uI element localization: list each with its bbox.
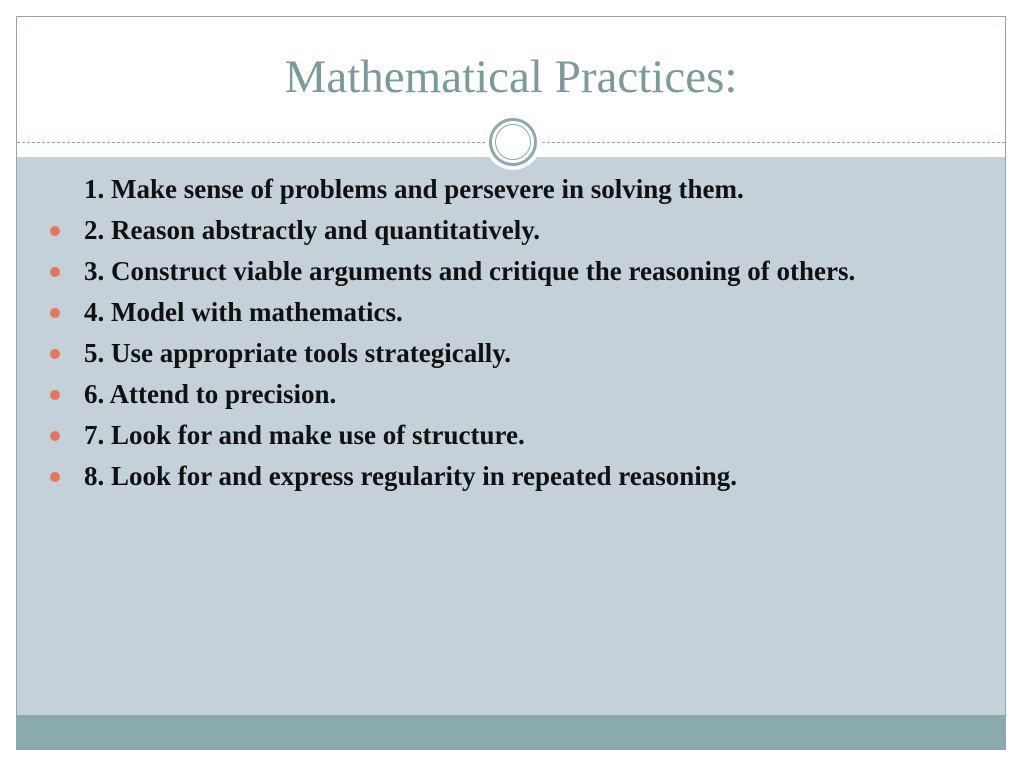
bullet-icon (50, 431, 60, 441)
list-item-text: 7. Look for and make use of structure. (84, 420, 525, 450)
list-item-text: 3. Construct viable arguments and critique the reasoning of others. (84, 256, 856, 286)
list-item (17, 173, 1005, 205)
bullet-icon (50, 226, 60, 236)
bullet-icon (50, 472, 60, 482)
list-item (17, 378, 1005, 410)
list-item-text: 8. Look for and express regularity in repeated reasoning. (84, 461, 738, 491)
ring-ornament-icon (485, 114, 541, 170)
practices-list (17, 173, 1005, 501)
list-item (17, 214, 1005, 246)
bullet-icon (50, 349, 60, 359)
list-item (17, 296, 1005, 328)
bullet-icon (50, 267, 60, 277)
list-item-text: 6. Attend to precision. (84, 379, 337, 409)
bullet-icon (50, 308, 60, 318)
list-item-text: 2. Reason abstractly and quantitatively. (84, 215, 541, 245)
footer-band (17, 715, 1005, 750)
list-item-text: 1. Make sense of problems and persevere in solving them. (84, 174, 744, 204)
list-item-text: 5. Use appropriate tools strategically. (84, 338, 511, 368)
list-item (17, 460, 1005, 492)
list-item (17, 419, 1005, 451)
slide (16, 16, 1006, 750)
slide-title: Mathematical Practices: (284, 51, 738, 103)
list-item-text: 4. Model with mathematics. (84, 297, 403, 327)
list-item (17, 337, 1005, 369)
list-item (17, 255, 1005, 287)
bullet-icon (50, 390, 60, 400)
